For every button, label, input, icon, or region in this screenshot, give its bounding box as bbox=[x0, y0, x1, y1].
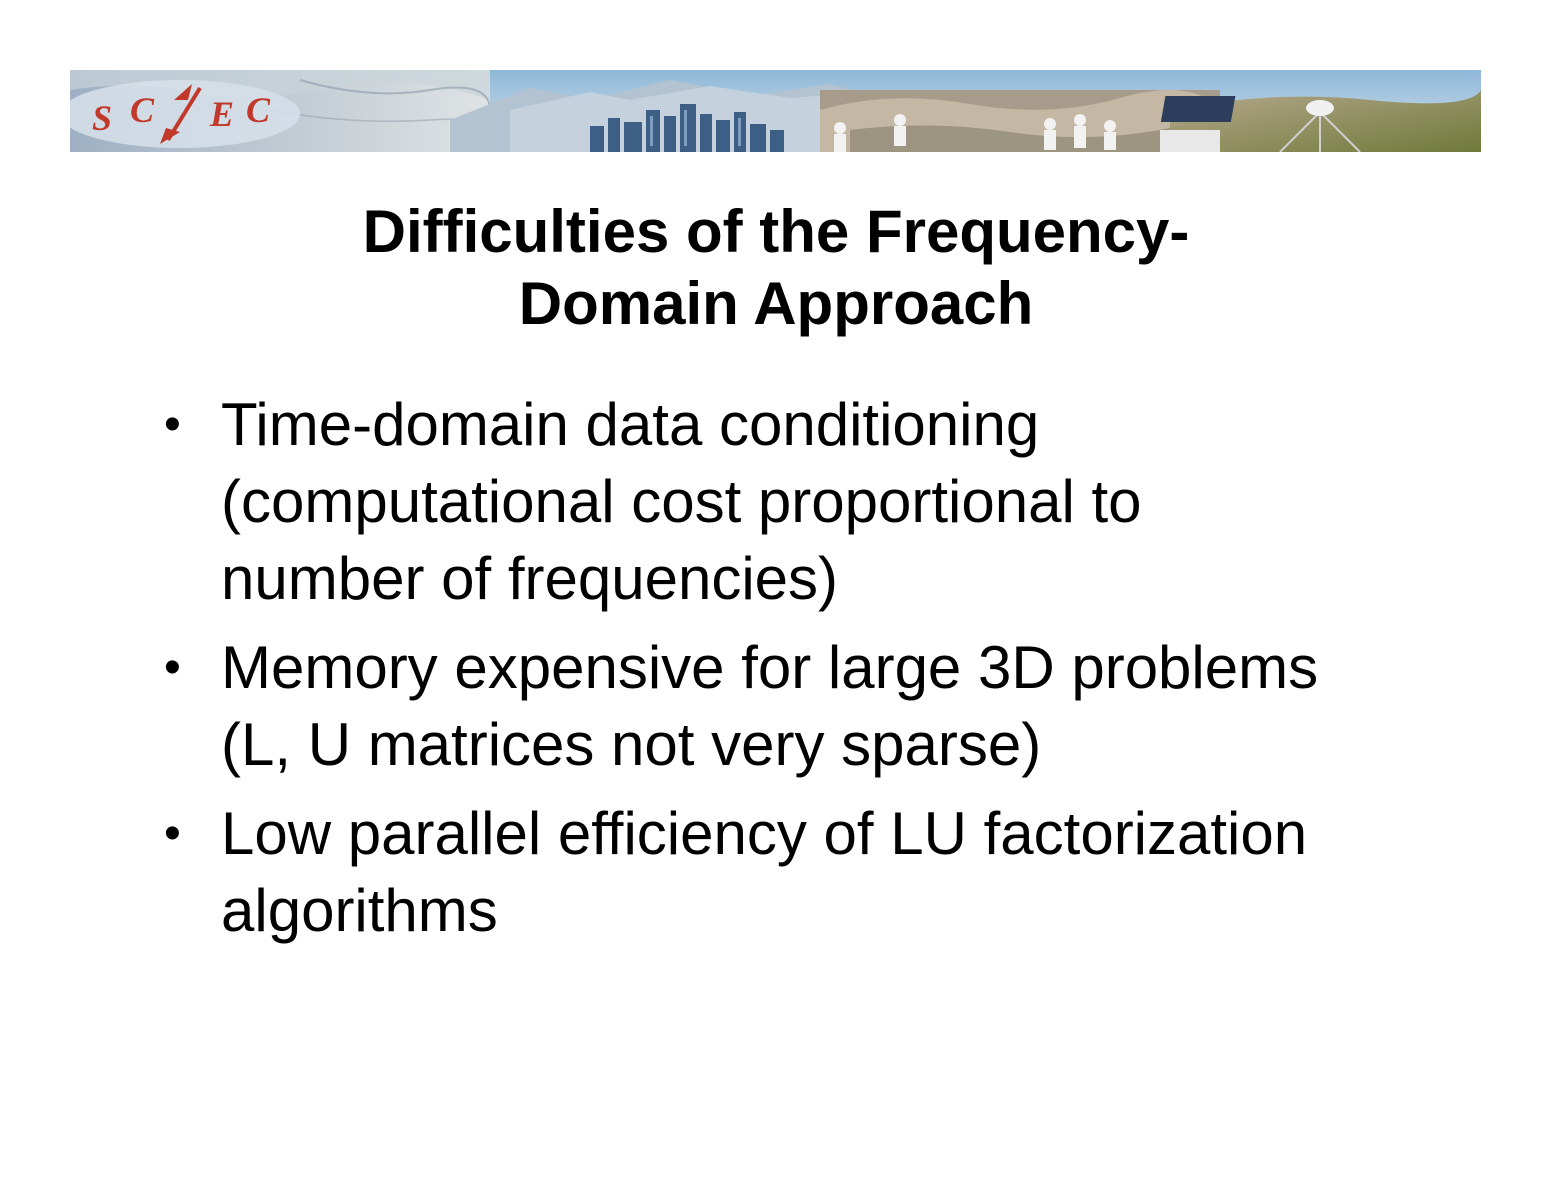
bullet-item bbox=[0, 795, 1421, 949]
slide-title-line-2: Domain Approach bbox=[518, 270, 1034, 337]
bullet-text bbox=[221, 795, 1421, 949]
bullet-text bbox=[221, 386, 1421, 617]
slide-title-line-1: Difficulties of the Frequency- bbox=[362, 198, 1190, 265]
bullet-line: algorithms bbox=[221, 877, 498, 944]
bullet-icon: • bbox=[164, 398, 181, 451]
svg-text:C: C bbox=[246, 90, 271, 130]
banner-image bbox=[70, 70, 1481, 152]
svg-text:E: E bbox=[210, 94, 235, 134]
bullet-line: Time-domain data conditioning bbox=[221, 391, 1040, 458]
bullet-item bbox=[0, 629, 1421, 783]
slide-title bbox=[0, 196, 1552, 340]
bullet-line: (computational cost proportional to bbox=[221, 468, 1142, 535]
bullet-icon: • bbox=[164, 807, 181, 860]
bullet-line: number of frequencies) bbox=[221, 545, 838, 612]
svg-text:S: S bbox=[92, 98, 113, 138]
bullet-line: Low parallel efficiency of LU factorization bbox=[221, 800, 1308, 867]
bullet-list bbox=[0, 386, 1552, 961]
bullet-line: (L, U matrices not very sparse) bbox=[221, 711, 1042, 778]
bullet-line: Memory expensive for large 3D problems bbox=[221, 634, 1319, 701]
bullet-item bbox=[0, 386, 1421, 617]
header-banner bbox=[70, 70, 1481, 152]
svg-text:C: C bbox=[130, 90, 155, 130]
bullet-icon: • bbox=[164, 641, 181, 694]
bullet-text bbox=[221, 629, 1421, 783]
